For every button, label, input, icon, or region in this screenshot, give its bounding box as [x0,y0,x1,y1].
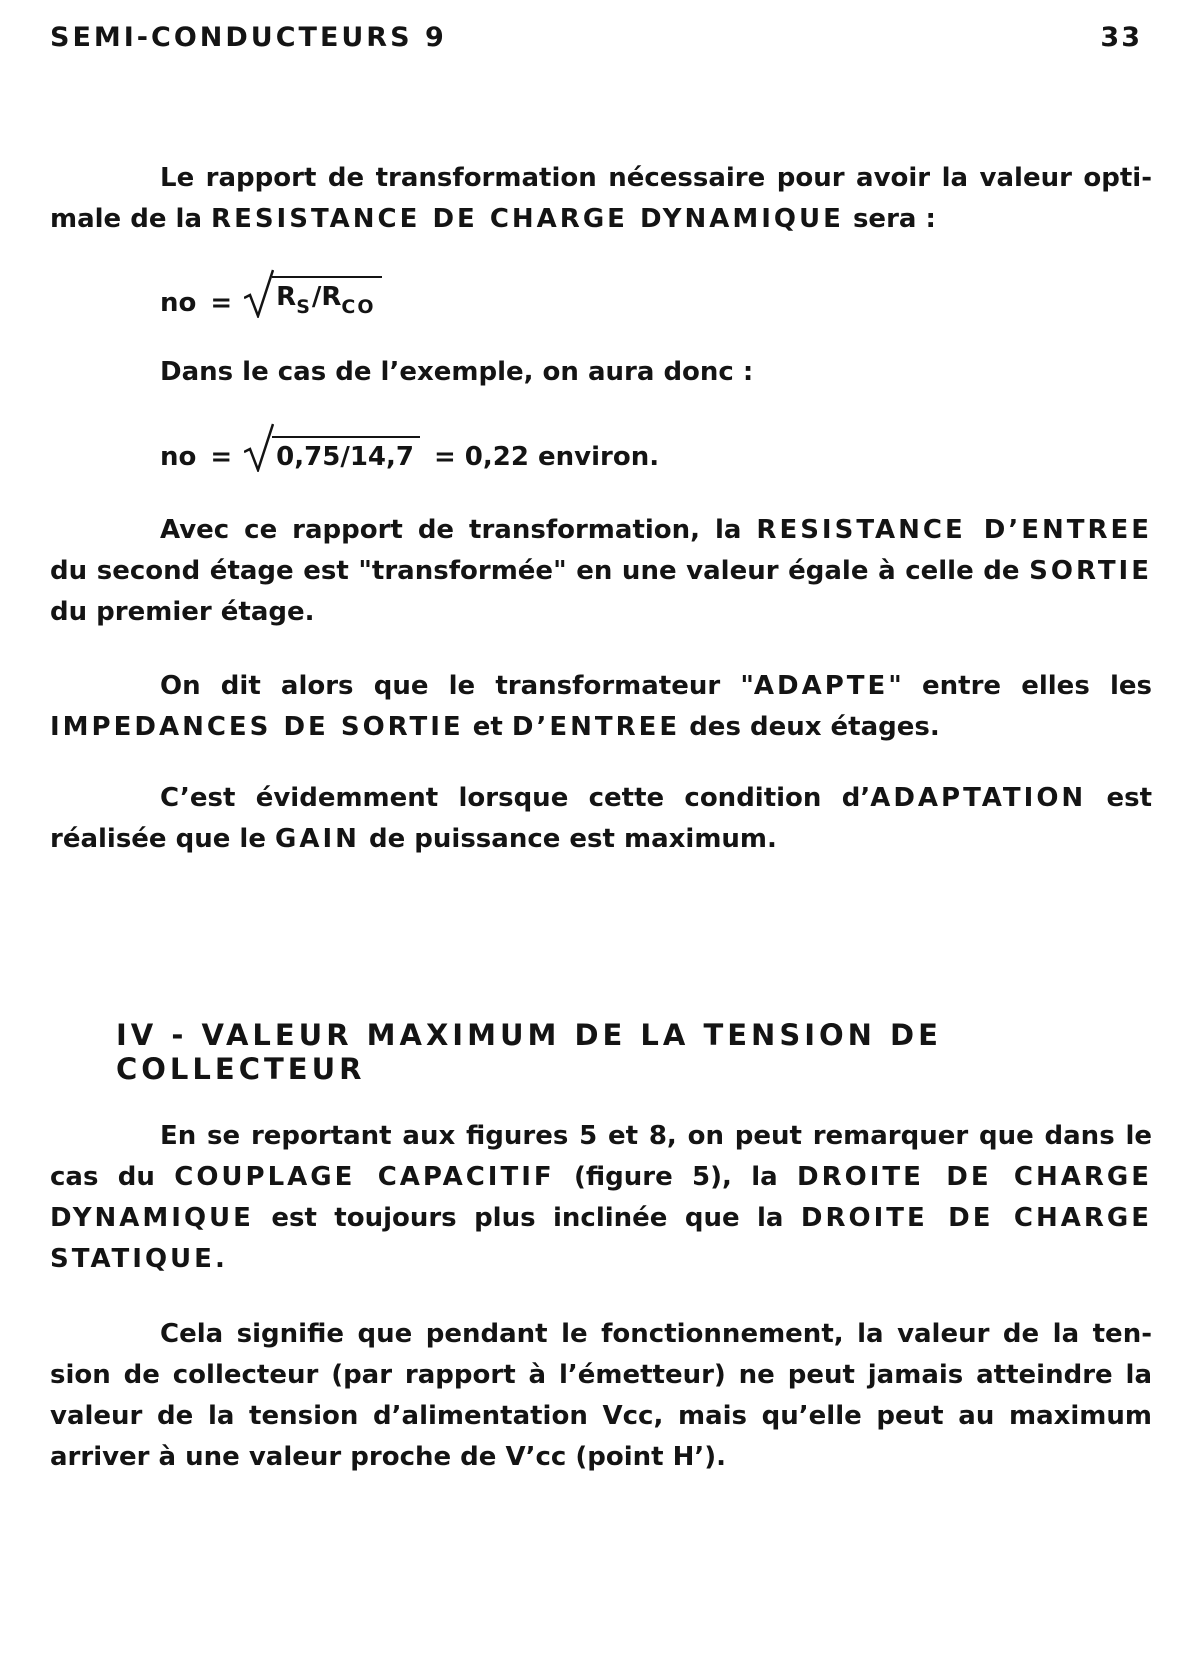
paragraph-load-lines: En se reportant aux figures 5 et 8, on peut remarquer que dans le cas du COUPLAGE CAPACITIF (figure 5), la DROITE DE CHARGE DYNAMIQUE est toujours plus inclinée que la DROITE DE CHARGE STATIQUE. [50,1121,1153,1274]
paragraph-input-resistance: Avec ce rapport de transformation, la RESISTANCE D’ENTREE du second étage est "transformée" en une valeur égale à celle de SORTIE du premier étage. [50,515,1152,627]
paragraph-max-gain: C’est évidemment lorsque cette condition d’ADAPTATION est réalisée que le GAIN de puissance est maximum. [50,783,1153,854]
paragraph-example-intro: Dans le cas de l’exemple, on aura donc : [160,357,754,387]
paragraph-collector-voltage: Cela signifie que pendant le fonctionnement, la valeur de la ten-sion de collecteur (par rapport à l’émetteur) ne peut jamais atteindre la valeur de la tension d’alimentation Vcc, mais qu’elle peut au maximum arriver à une valeur proche de V’cc (point H’). [50,1319,1152,1472]
running-header: SEMI-CONDUCTEURS 9 [50,22,447,53]
formula-ratio-example: no = 0,75/14,7 = 0,22 environ. [160,422,659,472]
square-root-symbol: 0,75/14,7 [244,422,420,472]
paragraph-transformation-ratio: Le rapport de transformation nécessaire pour avoir la valeur opti-male de la RESISTANCE DE CHARGE DYNAMIQUE sera : [50,163,1152,234]
page-number: 33 [1100,22,1142,53]
formula-ratio-general: no = $R_S/R_{CO}$ [160,268,382,318]
paragraph-impedance-matching: On dit alors que le transformateur "ADAPTE" entre elles les IMPEDANCES DE SORTIE et D’ENTREE des deux étages. [50,671,1152,742]
square-root-symbol: $R_S/R_{CO}$ [244,268,381,318]
section-heading: IV - VALEUR MAXIMUM DE LA TENSION DE COLLECTEUR [116,1018,942,1086]
